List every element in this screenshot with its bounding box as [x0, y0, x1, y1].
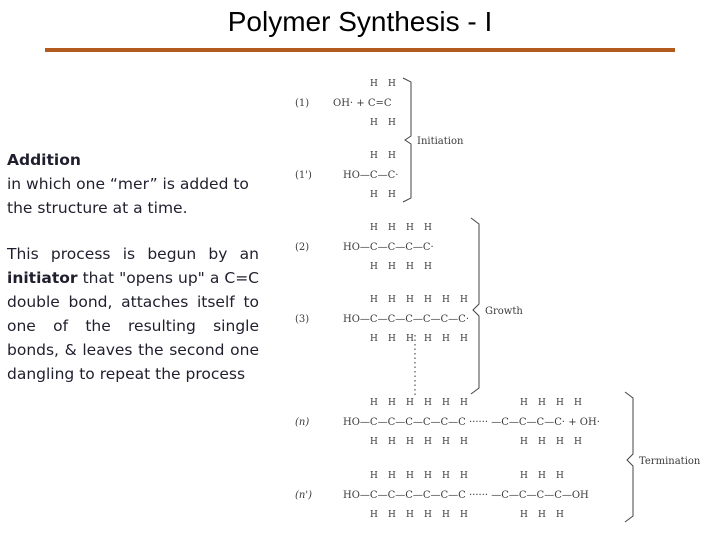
slide-title: Polymer Synthesis - I: [227, 6, 493, 37]
svg-text:H: H: [406, 223, 414, 233]
svg-text:H: H: [388, 471, 396, 481]
svg-text:H: H: [388, 437, 396, 447]
reaction-1: OH· + C=C: [333, 98, 392, 109]
svg-text:H: H: [574, 437, 582, 447]
process-text-end: that "opens up" a C=C double bond, attaches itself to one of the resulting single bonds, & leaves the second one dangling to repeat the process: [7, 269, 259, 383]
svg-text:H: H: [370, 79, 378, 89]
svg-text:H: H: [388, 262, 396, 272]
svg-text:H: H: [406, 437, 414, 447]
reaction-3: HO—C—C—C—C—C—C·: [343, 314, 470, 325]
svg-text:H: H: [406, 398, 414, 408]
svg-text:H: H: [460, 437, 468, 447]
text-column: [7, 148, 259, 386]
initiator-term: initiator: [7, 269, 78, 287]
svg-text:H: H: [388, 334, 396, 344]
reaction-2: HO—C—C—C—C·: [343, 242, 434, 253]
svg-text:H: H: [406, 510, 414, 520]
svg-text:H: H: [520, 398, 528, 408]
svg-text:H: H: [388, 398, 396, 408]
svg-text:H: H: [538, 398, 546, 408]
reaction-1p: HO—C—C·: [343, 170, 399, 181]
svg-text:H: H: [406, 334, 414, 344]
process-text-start: This process is begun by an: [7, 245, 259, 263]
svg-text:H: H: [574, 398, 582, 408]
growth-bracket: [471, 218, 479, 394]
svg-text:H: H: [406, 262, 414, 272]
svg-text:H: H: [388, 510, 396, 520]
svg-text:H: H: [442, 334, 450, 344]
svg-text:H: H: [556, 437, 564, 447]
svg-text:H: H: [442, 471, 450, 481]
step-label-np: (n'): [295, 490, 312, 501]
svg-text:H: H: [442, 295, 450, 305]
initiation-bracket: [403, 78, 411, 202]
svg-text:H: H: [424, 398, 432, 408]
stage-termination: Termination: [639, 456, 701, 467]
svg-text:H: H: [388, 118, 396, 128]
svg-text:H: H: [370, 151, 378, 161]
step-label-n: (n): [295, 417, 310, 428]
svg-text:H: H: [388, 79, 396, 89]
svg-text:H: H: [388, 223, 396, 233]
svg-text:H: H: [556, 398, 564, 408]
svg-text:H: H: [520, 471, 528, 481]
svg-text:H: H: [370, 471, 378, 481]
reaction-n: HO—C—C—C—C—C—C ······ —C—C—C—C· + OH·: [343, 417, 600, 428]
svg-text:H: H: [424, 510, 432, 520]
svg-text:H: H: [370, 190, 378, 200]
svg-text:H: H: [556, 471, 564, 481]
svg-text:H: H: [460, 510, 468, 520]
svg-text:H: H: [370, 398, 378, 408]
svg-text:H: H: [370, 334, 378, 344]
addition-heading: Addition: [7, 151, 81, 169]
svg-text:H: H: [424, 223, 432, 233]
svg-text:H: H: [538, 437, 546, 447]
svg-text:H: H: [520, 510, 528, 520]
svg-text:H: H: [406, 295, 414, 305]
svg-text:H: H: [538, 471, 546, 481]
svg-text:H: H: [520, 437, 528, 447]
step-label-3: (3): [295, 314, 310, 325]
step-label-2: (2): [295, 242, 310, 253]
svg-text:H: H: [370, 223, 378, 233]
svg-text:H: H: [406, 471, 414, 481]
step-label-1: (1): [295, 98, 310, 109]
svg-text:H: H: [370, 295, 378, 305]
svg-text:H: H: [538, 510, 546, 520]
svg-text:H: H: [460, 295, 468, 305]
svg-text:H: H: [370, 510, 378, 520]
svg-text:H: H: [460, 471, 468, 481]
svg-text:H: H: [424, 471, 432, 481]
addition-intro: in which one “mer” is added to the structure at a time.: [7, 175, 249, 217]
svg-text:H: H: [388, 151, 396, 161]
svg-text:H: H: [424, 334, 432, 344]
svg-text:H: H: [460, 334, 468, 344]
svg-text:H: H: [442, 510, 450, 520]
svg-text:H: H: [424, 295, 432, 305]
stage-initiation: Initiation: [417, 136, 464, 147]
svg-text:H: H: [442, 398, 450, 408]
termination-bracket: [625, 392, 633, 522]
svg-text:H: H: [460, 398, 468, 408]
svg-text:H: H: [556, 510, 564, 520]
process-paragraph: [7, 242, 259, 386]
title-underline: [45, 48, 675, 52]
svg-text:H: H: [388, 190, 396, 200]
svg-text:H: H: [424, 437, 432, 447]
polymerization-diagram: [285, 70, 710, 530]
svg-text:H: H: [370, 118, 378, 128]
stage-growth: Growth: [485, 306, 523, 317]
step-label-1p: (1'): [295, 170, 312, 181]
svg-text:H: H: [370, 262, 378, 272]
reaction-np: HO—C—C—C—C—C—C ······ —C—C—C—C—OH: [343, 490, 589, 501]
hydrogen-atoms: [370, 79, 582, 520]
svg-text:H: H: [370, 437, 378, 447]
svg-text:H: H: [388, 295, 396, 305]
svg-text:H: H: [424, 262, 432, 272]
svg-text:H: H: [442, 437, 450, 447]
